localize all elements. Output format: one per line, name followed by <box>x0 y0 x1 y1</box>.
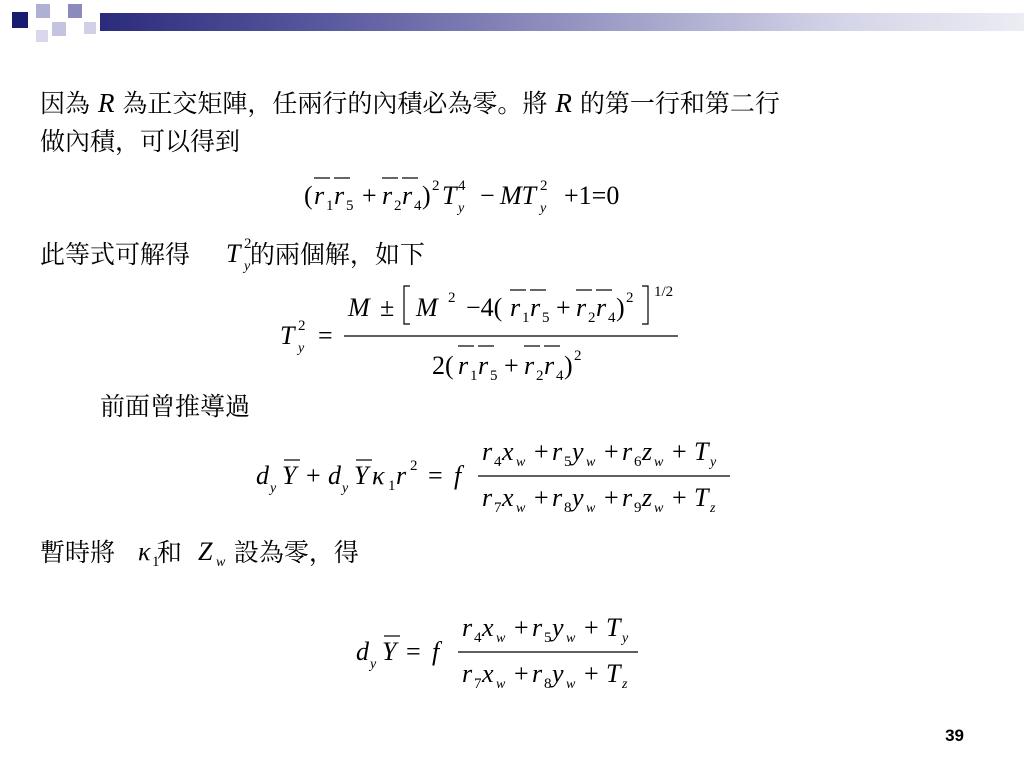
decor-square-dark <box>12 12 28 28</box>
svg-text:z: z <box>642 483 653 512</box>
svg-text:Z: Z <box>198 537 213 566</box>
svg-text:M: M <box>416 293 438 322</box>
svg-text:1: 1 <box>152 554 160 570</box>
svg-text:w: w <box>654 455 664 470</box>
svg-text:2: 2 <box>540 178 548 194</box>
svg-text:(: ( <box>304 181 313 210</box>
svg-text:2: 2 <box>626 290 634 306</box>
svg-text:r: r <box>402 181 413 210</box>
svg-text:T: T <box>280 321 295 350</box>
svg-text:=: = <box>428 461 443 490</box>
svg-text:r: r <box>510 293 521 322</box>
svg-text:5: 5 <box>346 198 354 214</box>
svg-text:x: x <box>482 613 494 642</box>
svg-text:+: + <box>604 437 619 466</box>
svg-text:r: r <box>462 613 473 642</box>
svg-text:1: 1 <box>470 368 478 384</box>
svg-text:y: y <box>710 455 717 470</box>
svg-text:=: = <box>406 637 421 666</box>
svg-text:d: d <box>256 461 269 490</box>
equation-3 <box>254 432 744 528</box>
text-segment: 因為 <box>40 89 91 118</box>
svg-text:Y: Y <box>382 637 397 666</box>
paragraph-line-2 <box>40 127 240 157</box>
header-gradient-bar <box>100 13 1024 31</box>
svg-text:2: 2 <box>394 198 402 214</box>
equation-1 <box>300 168 660 224</box>
svg-text:1: 1 <box>522 310 530 326</box>
text-segment: 設為零，得 <box>233 538 359 567</box>
text-segment: 此等式可解得 <box>40 240 191 269</box>
svg-text:2: 2 <box>410 458 418 474</box>
svg-text:5: 5 <box>542 310 550 326</box>
text-segment: 和 <box>156 538 182 567</box>
svg-text:+: + <box>672 437 687 466</box>
svg-text:y: y <box>244 259 251 274</box>
svg-text:+: + <box>514 659 529 688</box>
svg-text:2: 2 <box>448 290 456 306</box>
svg-text:y: y <box>270 481 277 496</box>
text-segment: 暫時將 <box>40 538 116 567</box>
svg-text:2: 2 <box>432 178 440 194</box>
svg-text:2(: 2( <box>432 351 454 380</box>
svg-text:w: w <box>516 501 526 516</box>
svg-text:+: + <box>362 181 377 210</box>
svg-text:w: w <box>216 555 226 570</box>
text-segment: 做內積，可以得到 <box>40 127 241 156</box>
svg-text:w: w <box>496 631 506 646</box>
svg-text:r: r <box>530 293 541 322</box>
svg-text:MT: MT <box>500 181 537 210</box>
svg-text:r: r <box>382 181 393 210</box>
svg-text:x: x <box>502 483 514 512</box>
svg-text:y: y <box>552 659 564 688</box>
svg-text:4: 4 <box>494 454 502 470</box>
math-symbol-R: R <box>555 88 572 118</box>
svg-text:T: T <box>694 437 709 466</box>
svg-text:d: d <box>328 461 341 490</box>
svg-text:+: + <box>306 461 321 490</box>
svg-text:+: + <box>584 613 599 642</box>
svg-text:+: + <box>584 659 599 688</box>
svg-text:−4(: −4( <box>466 293 503 322</box>
svg-text:r: r <box>532 659 543 688</box>
svg-text:): ) <box>564 351 573 380</box>
decor-square-light <box>84 22 96 34</box>
svg-text:r: r <box>314 181 325 210</box>
svg-text:=: = <box>318 321 333 350</box>
svg-text:4: 4 <box>458 178 466 194</box>
svg-text:x: x <box>482 659 494 688</box>
svg-text:r: r <box>458 351 469 380</box>
svg-text:κ: κ <box>372 461 385 490</box>
svg-text:T: T <box>442 181 457 210</box>
svg-text:z: z <box>642 437 653 466</box>
math-symbol-R: R <box>97 88 115 118</box>
svg-text:7: 7 <box>474 676 482 692</box>
svg-text:1: 1 <box>326 198 334 214</box>
svg-text:y: y <box>370 657 377 672</box>
svg-text:r: r <box>544 351 555 380</box>
svg-text:): ) <box>616 293 625 322</box>
svg-text:x: x <box>502 437 514 466</box>
paragraph-line-4 <box>100 392 250 422</box>
svg-text:w: w <box>586 501 596 516</box>
svg-text:f: f <box>454 461 462 490</box>
svg-text:2: 2 <box>244 236 252 252</box>
svg-text:w: w <box>566 677 576 692</box>
svg-text:2: 2 <box>536 368 544 384</box>
inline-math-Zw <box>196 532 236 576</box>
svg-text:4: 4 <box>556 368 564 384</box>
decor-square-light <box>36 4 50 18</box>
svg-text:4: 4 <box>474 630 482 646</box>
text-segment: 的兩個解，如下 <box>249 240 425 269</box>
header-decoration <box>0 0 1024 50</box>
svg-text:r: r <box>334 181 345 210</box>
svg-text:9: 9 <box>634 500 642 516</box>
svg-text:Y: Y <box>354 461 369 490</box>
svg-text:+: + <box>534 483 549 512</box>
svg-text:w: w <box>654 501 664 516</box>
svg-text:6: 6 <box>634 454 642 470</box>
svg-text:4: 4 <box>414 198 422 214</box>
svg-text:y: y <box>572 437 584 466</box>
svg-text:r: r <box>552 437 563 466</box>
svg-text:7: 7 <box>494 500 502 516</box>
svg-text:T: T <box>694 483 709 512</box>
svg-text:1: 1 <box>388 478 396 494</box>
equation-2 <box>276 278 686 394</box>
svg-text:): ) <box>422 181 431 210</box>
svg-text:+: + <box>604 483 619 512</box>
svg-text:2: 2 <box>574 348 582 364</box>
svg-text:1/2: 1/2 <box>654 284 674 300</box>
svg-text:T: T <box>606 613 621 642</box>
svg-text:+: + <box>514 613 529 642</box>
text-segment: 的第一行和第二行 <box>579 89 780 118</box>
text-segment: 前面曾推導過 <box>100 392 251 421</box>
svg-text:y: y <box>342 481 349 496</box>
equation-4 <box>354 610 654 704</box>
svg-text:y: y <box>298 341 305 356</box>
svg-text:y: y <box>622 631 629 646</box>
svg-text:y: y <box>552 613 564 642</box>
svg-text:y: y <box>540 201 547 216</box>
svg-text:w: w <box>586 455 596 470</box>
svg-text:r: r <box>482 437 493 466</box>
svg-text:4: 4 <box>608 310 616 326</box>
svg-text:r: r <box>622 483 633 512</box>
svg-text:5: 5 <box>490 368 498 384</box>
svg-text:r: r <box>576 293 587 322</box>
svg-text:z: z <box>622 677 628 692</box>
paragraph-line-1 <box>40 88 780 119</box>
svg-text:+: + <box>672 483 687 512</box>
svg-text:8: 8 <box>544 676 552 692</box>
svg-text:+: + <box>504 351 519 380</box>
decor-square-mid <box>68 4 82 18</box>
svg-text:r: r <box>482 483 493 512</box>
svg-text:8: 8 <box>564 500 572 516</box>
svg-text:+: + <box>556 293 571 322</box>
svg-text:2: 2 <box>588 310 596 326</box>
svg-text:r: r <box>478 351 489 380</box>
svg-text:r: r <box>462 659 473 688</box>
svg-text:r: r <box>396 461 407 490</box>
svg-text:z: z <box>710 501 716 516</box>
svg-text:T: T <box>606 659 621 688</box>
svg-text:+1=0: +1=0 <box>564 181 620 210</box>
svg-text:w: w <box>496 677 506 692</box>
svg-text:5: 5 <box>544 630 552 646</box>
svg-text:y: y <box>458 201 465 216</box>
svg-text:d: d <box>356 637 369 666</box>
text-segment: 為正交矩陣，任兩行的內積必為零。將 <box>122 89 548 118</box>
svg-text:r: r <box>532 613 543 642</box>
svg-text:5: 5 <box>564 454 572 470</box>
svg-text:r: r <box>524 351 535 380</box>
decor-square-light <box>36 30 48 42</box>
svg-text:+: + <box>534 437 549 466</box>
svg-text:−: − <box>480 181 495 210</box>
svg-text:y: y <box>572 483 584 512</box>
svg-text:M: M <box>348 293 370 322</box>
svg-text:w: w <box>566 631 576 646</box>
svg-text:±: ± <box>380 293 395 322</box>
svg-text:2: 2 <box>298 318 306 334</box>
inline-math-kappa1 <box>136 532 166 576</box>
svg-text:w: w <box>516 455 526 470</box>
decor-square-light <box>52 22 66 36</box>
inline-math-Ty2 <box>224 230 268 280</box>
svg-text:r: r <box>622 437 633 466</box>
page-number: 39 <box>945 726 964 745</box>
svg-text:r: r <box>596 293 607 322</box>
svg-text:Y: Y <box>282 461 297 490</box>
svg-text:r: r <box>552 483 563 512</box>
svg-text:κ: κ <box>138 537 151 566</box>
svg-text:T: T <box>226 239 241 268</box>
svg-text:f: f <box>432 637 440 666</box>
